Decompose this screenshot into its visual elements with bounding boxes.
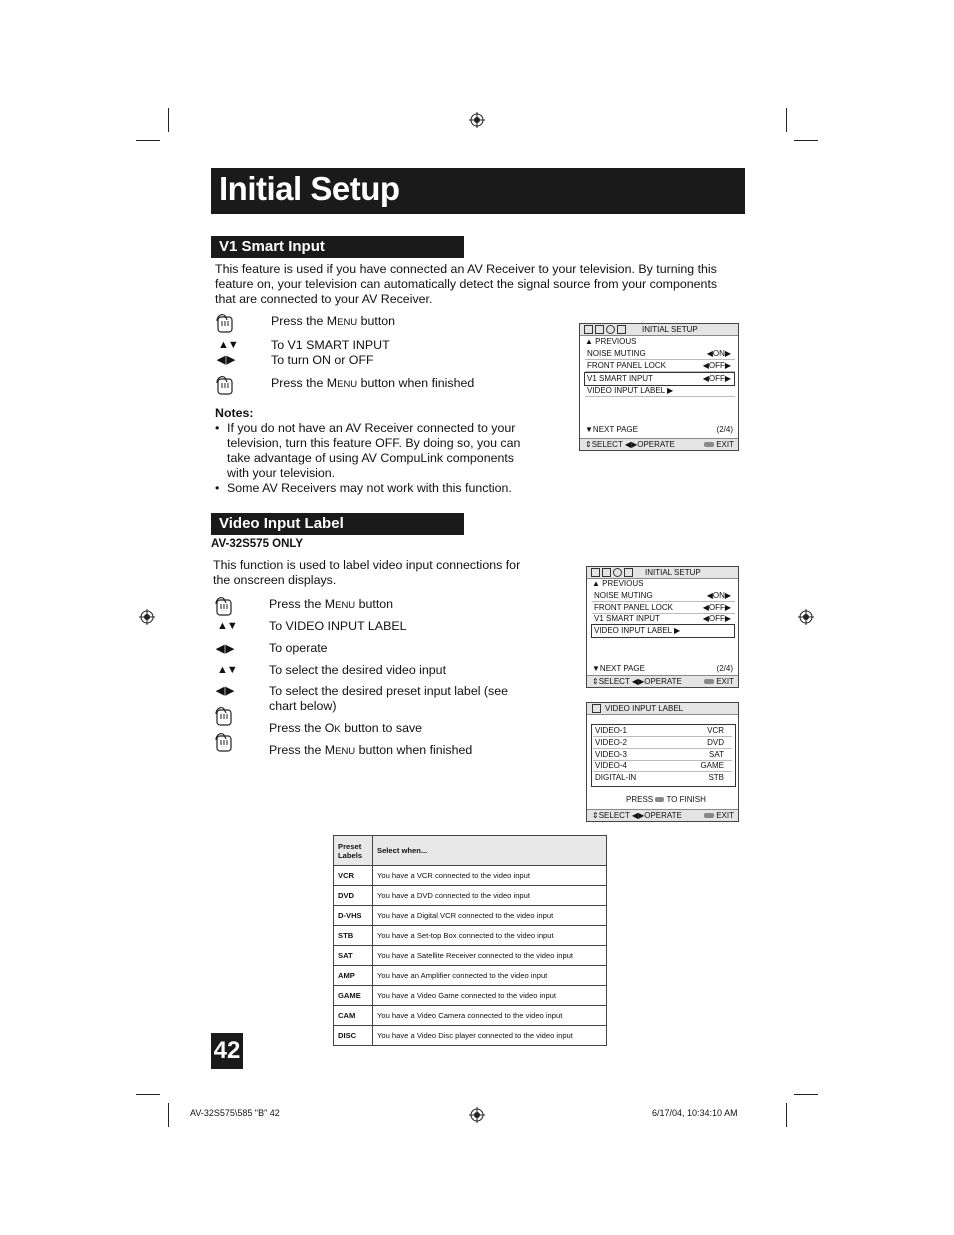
osd-item: NOISE MUTING ◀ON▶ [587, 349, 731, 358]
osd-initial-setup-menu [586, 566, 739, 688]
vil-intro: This function is used to label video input connections for the onscreen displays. [213, 558, 521, 587]
osd-header [587, 703, 738, 715]
vil-step: To select the desired video input [269, 663, 447, 677]
osd-item: V1 SMART INPUT ◀OFF▶ [587, 374, 731, 383]
section-heading-text: V1 Smart Input [219, 238, 325, 255]
model-note: AV-32S575 ONLY [211, 538, 304, 550]
v1-step: To V1 SMART INPUT [271, 338, 390, 352]
table-row: STB You have a Set-top Box connected to the video input [334, 926, 607, 946]
lock-icon [617, 325, 626, 334]
osd-selection-frame [584, 372, 735, 386]
osd-item: VIDEO INPUT LABEL ▶ [594, 626, 681, 635]
up-down-arrows-icon: ▲▼ [218, 339, 238, 351]
crop-mark [136, 1094, 160, 1095]
v1-step: To turn ON or OFF [271, 353, 374, 367]
v1-step: Press the MENU button when finished [271, 376, 475, 390]
remote-button-press-icon [214, 312, 236, 334]
vil-step: Press the MENU button when finished [269, 743, 473, 757]
registration-mark-icon [139, 609, 155, 625]
left-right-arrows-icon: ◀ ▶ [217, 354, 234, 366]
vil-step: To VIDEO INPUT LABEL [269, 619, 407, 633]
crop-mark [786, 1103, 787, 1127]
section-heading-video-input-label [211, 513, 464, 535]
menu-button-icon [704, 442, 714, 447]
table-row: AMP You have an Amplifier connected to the video input [334, 966, 607, 986]
vil-step: To operate [269, 641, 328, 655]
osd-title: INITIAL SETUP [645, 568, 701, 577]
table-row: D-VHS You have a Digital VCR connected to the video input [334, 906, 607, 926]
menu-tab-icon [584, 325, 593, 334]
intro-line: feature on, your television can automatically detect the signal source from your components [215, 277, 718, 291]
osd-initial-setup-menu [579, 323, 739, 451]
table-row: DISC You have a Video Disc player connected to the video input [334, 1026, 607, 1046]
menu-button-icon [704, 679, 714, 684]
footer-timestamp: 6/17/04, 10:34:10 AM [652, 1108, 738, 1118]
osd-title: VIDEO INPUT LABEL [605, 704, 684, 713]
up-down-arrows-icon: ▲▼ [217, 620, 237, 632]
vil-step: Press the OK button to save [269, 721, 423, 735]
ok-button-icon [655, 797, 664, 802]
table-row: CAM You have a Video Camera connected to the video input [334, 1006, 607, 1026]
menu-tab-icon [591, 568, 600, 577]
osd-label-row: VIDEO-3 SAT [595, 750, 724, 759]
notes-heading: Notes: [215, 406, 254, 420]
crop-mark [794, 140, 818, 141]
osd-footer: ⇕SELECT ◀▶OPERATE EXIT [580, 438, 738, 450]
menu-tab-icon [595, 325, 604, 334]
crop-mark [794, 1094, 818, 1095]
crop-mark [136, 140, 160, 141]
registration-mark-icon [469, 1107, 485, 1123]
osd-label-row: VIDEO-4 GAME [595, 761, 724, 770]
osd-press-to-finish: PRESS TO FINISH [626, 795, 706, 804]
lock-icon [592, 704, 601, 713]
up-down-arrows-icon: ▲▼ [217, 664, 237, 676]
menu-tab-icon [613, 568, 622, 577]
osd-item: NOISE MUTING ◀ON▶ [594, 591, 731, 600]
preset-labels-table [333, 835, 607, 1046]
table-row: VCR You have a VCR connected to the video input [334, 866, 607, 886]
page-title: Initial Setup [219, 170, 400, 207]
vil-step: chart below) [269, 699, 337, 713]
table-row: GAME You have a Video Game connected to the video input [334, 986, 607, 1006]
vil-step: Press the MENU button [269, 597, 394, 611]
table-header-row [334, 836, 607, 866]
page-title-bar [211, 168, 745, 214]
osd-next-page: ▼NEXT PAGE (2/4) [592, 664, 733, 673]
osd-item: V1 SMART INPUT ◀OFF▶ [594, 614, 731, 623]
left-right-arrows-icon: ◀ ▶ [216, 643, 233, 655]
intro-line: This feature is used if you have connected an AV Receiver to your television. By turning this [215, 262, 717, 276]
intro-line: that are connected to your AV Receiver. [215, 292, 433, 306]
lock-icon [624, 568, 633, 577]
table-header-cell: Preset Labels [334, 836, 373, 866]
osd-header [587, 567, 738, 579]
remote-button-press-icon [213, 595, 235, 617]
osd-item: FRONT PANEL LOCK ◀OFF▶ [594, 603, 731, 612]
page-number: 42 [211, 1033, 243, 1069]
section-heading-text: Video Input Label [219, 515, 344, 532]
registration-mark-icon [469, 112, 485, 128]
remote-button-press-icon [214, 374, 236, 396]
osd-video-input-label-menu [586, 702, 739, 822]
v1-step: Press the MENU button [271, 314, 396, 328]
crop-mark [168, 108, 169, 132]
crop-mark [168, 1103, 169, 1127]
osd-header [580, 324, 738, 336]
vil-step: To select the desired preset input label (see [269, 684, 509, 698]
section-heading-v1-smart-input [211, 236, 464, 258]
osd-label-row: VIDEO-2 DVD [595, 738, 724, 747]
table-row: DVD You have a DVD connected to the video input [334, 886, 607, 906]
menu-button-icon [704, 813, 714, 818]
registration-mark-icon [798, 609, 814, 625]
table-header-cell: Select when... [373, 836, 607, 866]
osd-selection-frame [591, 624, 735, 638]
crop-mark [786, 108, 787, 132]
remote-button-press-icon [213, 731, 235, 753]
osd-previous: ▲ PREVIOUS [592, 579, 644, 588]
menu-tab-icon [606, 325, 615, 334]
osd-item: FRONT PANEL LOCK ◀OFF▶ [587, 361, 731, 370]
osd-footer: ⇕SELECT ◀▶OPERATE EXIT [587, 675, 738, 687]
osd-previous: ▲ PREVIOUS [585, 337, 637, 346]
osd-next-page: ▼NEXT PAGE (2/4) [585, 425, 733, 434]
osd-label-row: VIDEO-1 VCR [595, 726, 724, 735]
osd-label-row: DIGITAL-IN STB [595, 773, 724, 782]
table-row: SAT You have a Satellite Receiver connected to the video input [334, 946, 607, 966]
remote-button-press-icon [213, 705, 235, 727]
v1-intro [215, 262, 717, 307]
menu-tab-icon [602, 568, 611, 577]
osd-footer: ⇕SELECT ◀▶OPERATE EXIT [587, 809, 738, 821]
left-right-arrows-icon: ◀ ▶ [216, 685, 233, 697]
osd-title: INITIAL SETUP [642, 325, 698, 334]
note-item: • If you do not have an AV Receiver connected to your television, turn this feature OFF. By doing so, you can take advantage of using AV CompuLink components with your television. • Some AV Receivers may not work with this function. [215, 421, 521, 495]
osd-item: VIDEO INPUT LABEL ▶ [587, 386, 674, 395]
footer-file-info: AV-32S575\585 "B" 42 [190, 1108, 280, 1118]
